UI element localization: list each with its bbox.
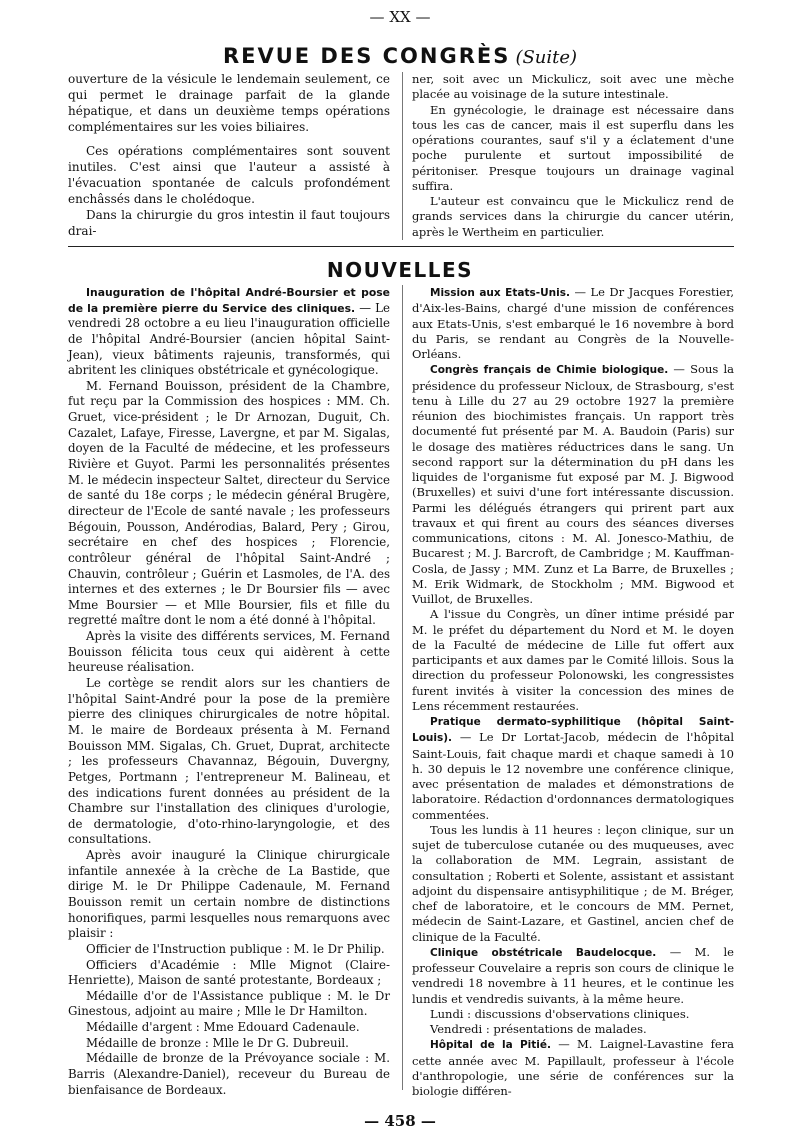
paragraph: Médaille de bronze de la Prévoyance sociale : M. Barris (Alexandre-Daniel), receveur du Bureau de bienfaisance de Bordeaux.	[68, 1051, 390, 1097]
paragraph: Médaille d'argent : Mme Edouard Cadenaule.	[86, 1020, 360, 1035]
paragraph: M. Fernand Bouisson, président de la Chambre, fut reçu par la Commission des hospices : MM. Ch. Gruet, vice-président ; le Dr Arnozan, Duguit, Ch. Cazalet, Lafaye, Firesse, Lavergne, et par M. Sigalas, doyen de la Faculté de médecine, et les professeurs Rivière et Guyot. Parmi les personnalités présentes M. le médecin inspecteur Saltet, directeur du Service de santé du 18e corps ; le médecin général Brugère, directeur de l'Ecole de santé navale ; les professeurs Bégouin, Pousson, Andérodias, Balard, Pery ; Girou, secrétaire en chef des hospices ; Florencie, contrôleur général de l'hôpital Saint-André ; Chauvin, contrôleur ; Guérin et Lasmoles, de l'A. des internes et des externes ; le Dr Boursier fils — avec Mme Boursier — et Mlle Boursier, fils et fille du regretté maître dont le nom a été donné à l'hôpital.	[68, 378, 390, 628]
paragraph: A l'issue du Congrès, un dîner intime présidé par M. le préfet du département du Nord et M. le doyen de la Faculté de médecine de Lille fut offert aux participants et aux dames par le Comité lillois. Sous la direction du professeur Polonowski, les congressistes furent invités à visiter la concession des mines de Lens récemment restaurées.	[412, 607, 734, 713]
news-item-clinique-baudelocque	[412, 945, 734, 1007]
paragraph: Tous les lundis à 11 heures : leçon clinique, sur un sujet de tuberculose cutanée ou des muqueuses, avec la collaboration de MM. Legrain, assistant de consultation ; Roberti et Solente, assistant et assistant adjoint du dispensaire antisyphilitique ; de M. Bréger, chef de laboratoire, et le concours de MM. Pernet, médecin de Saint-Lazare, et Gastinel, ancien chef de clinique de la Faculté.	[412, 822, 734, 944]
news-text: — Le vendredi 28 octobre a eu lieu l'inauguration officielle de l'hôpital André-Boursier (ancien hôpital Saint-Jean), vieux bâtiments rajeunis, transformés, qui abritent les cliniques obstétricale et gynécologique.	[68, 300, 390, 378]
running-title-text: REVUE DES CONGRÈS	[222, 44, 511, 68]
running-title-suite: (Suite)	[515, 47, 578, 68]
paragraph: L'auteur est convaincu que le Mickulicz rend de grands services dans la chirurgie du cancer utérin, après le Wertheim en particulier.	[412, 194, 734, 239]
news-text: — Sous la présidence du professeur Nicloux, de Strasbourg, s'est tenu à Lille du 27 au 29 octobre 1927 la première réunion des biochimistes français. Un rapport très documenté fut présenté par M. A. Baudoin (Paris) sur le dosage des matières réductrices dans le sang. Un second rapport sur la détermination du pH dans les liquides de l'organisme fut exposé par M. J. Bigwood (Bruxelles) et suivi d'une fort intéressante discussion. Parmi les délégués étrangers qui prirent part aux travaux et qui firent au cours des séances diverses communications, citons : M. Al. Jonesco-Mathiu, de Bucarest ; M. J. Barcroft, de Cambridge ; M. Kauffman-Cosla, de Jassy ; MM. Zunz et La Barre, de Bruxelles ; M. Erik Widmark, de Stockholm ; MM. Bigwood et Vuillot, de Bruxelles.	[412, 362, 734, 606]
paragraph: ouverture de la vésicule le lendemain seulement, ce qui permet le drainage parfait de la glande hépatique, et dans un deuxième temps opérations complémentaires sur les voies biliaires.	[68, 72, 390, 134]
section-heading: NOUVELLES	[326, 258, 474, 282]
news-item-pratique-dermato	[412, 714, 734, 823]
news-title: Pratique dermato-syphilitique (hôpital Saint-Louis).	[412, 716, 734, 745]
paragraph: Après la visite des différents services, M. Fernand Bouisson félicita tous ceux qui aidèrent à cette heureuse réalisation.	[68, 629, 390, 675]
news-item-congres-chimie-biologique	[412, 362, 734, 607]
paragraph: Ces opérations complémentaires sont souvent inutiles. C'est ainsi que l'auteur a assisté à l'évacuation spontanée de calculs profondément enchâssés dans le cholédoque.	[68, 144, 390, 206]
news-item-hopital-pitie	[412, 1037, 734, 1099]
column-divider	[402, 72, 403, 240]
news-left-column	[68, 285, 390, 1098]
news-text: — Le Dr Lortat-Jacob, médecin de l'hôpital Saint-Louis, fait chaque mardi et chaque samedi à 10 h. 30 depuis le 12 novembre une conférence clinique, avec présentation de malades et démonstrations de laboratoire. Rédaction d'ordonnances dermatologiques commentées.	[412, 730, 734, 822]
section-rule	[68, 246, 734, 247]
news-text: — M. le professeur Couvelaire a repris son cours de clinique le vendredi 18 novembre à 11 heures, et le continue les lundis et vendredis suivants, à la même heure.	[412, 944, 734, 1006]
column-divider	[402, 285, 403, 1090]
paragraph: Médaille de bronze : Mlle le Dr G. Dubreuil.	[86, 1035, 349, 1050]
top-left-column	[68, 72, 390, 240]
news-item-mission-etats-unis	[412, 285, 734, 362]
top-right-column	[412, 72, 734, 240]
paragraph: En gynécologie, le drainage est nécessaire dans tous les cas de cancer, mais il est superflu dans les opérations courantes, sauf s'il y a éclatement d'une poche purulente et surtout impossibilité de péritoniser. Presque toujours un drainage vaginal suffira.	[412, 102, 734, 193]
paragraph: Médaille d'or de l'Assistance publique : M. le Dr Ginestous, adjoint au maire ; Mlle le Dr Hamilton.	[68, 988, 390, 1019]
news-title: Inauguration de l'hôpital André-Boursier et pose de la première pierre du Service des cliniques.	[68, 286, 390, 315]
paragraph: Officiers d'Académie : Mlle Mignot (Claire-Henriette), Maison de santé protestante, Bordeaux ;	[68, 957, 390, 988]
paragraph: Après avoir inauguré la Clinique chirurgicale infantile annexée à la crèche de La Bastide, que dirige M. le Dr Philippe Cadenaule, M. Fernand Bouisson remit un certain nombre de distinctions honorifiques, parmi lesquelles nous remarquons avec plaisir :	[68, 848, 390, 941]
paragraph: Vendredi : présentations de malades.	[430, 1022, 647, 1036]
news-title: Congrès français de Chimie biologique.	[430, 364, 669, 377]
paragraph: Le cortège se rendit alors sur les chantiers de l'hôpital Saint-André pour la pose de la première pierre des cliniques chirurgicales de notre hôpital. M. le maire de Bordeaux présenta à M. Fernand Bouisson MM. Sigalas, Ch. Gruet, Duprat, architecte ; les professeurs Chavannaz, Bégouin, Duvergny, Petges, Portmann ; l'entrepreneur M. Balineau, et des indications furent données au président de la Chambre sur l'installation des cliniques d'urologie, de dermatologie, d'oto-rhino-laryngologie, et des consultations.	[68, 676, 390, 847]
paragraph: Dans la chirurgie du gros intestin il faut toujours drai-	[68, 207, 390, 238]
roman-page-number: — XX —	[369, 8, 431, 26]
running-title	[0, 44, 800, 68]
paragraph: Officier de l'Instruction publique : M. le Dr Philip.	[86, 941, 385, 956]
news-title: Hôpital de la Pitié.	[430, 1039, 551, 1052]
paragraph: ner, soit avec un Mickulicz, soit avec une mèche placée au voisinage de la suture intestinale.	[412, 72, 734, 102]
page-number: — 458 —	[364, 1112, 436, 1130]
news-title: Mission aux Etats-Unis.	[430, 287, 570, 299]
news-item-hopital-andre-boursier	[68, 285, 390, 379]
news-text: — Le Dr Jacques Forestier, d'Aix-les-Bains, chargé d'une mission de conférences aux Etats-Unis, s'est embarqué le 16 novembre à bord du Paris, se rendant au Congrès de la Nouvelle-Orléans.	[412, 285, 734, 361]
news-text: — M. Laignel-Lavastine fera cette année avec M. Papillault, professeur à l'école d'anthropologie, une série de conférences sur la biologie différen-	[412, 1037, 734, 1098]
news-title: Clinique obstétricale Baudelocque.	[430, 946, 657, 959]
paragraph: Lundi : discussions d'observations cliniques.	[430, 1006, 690, 1021]
news-right-column	[412, 285, 734, 1099]
